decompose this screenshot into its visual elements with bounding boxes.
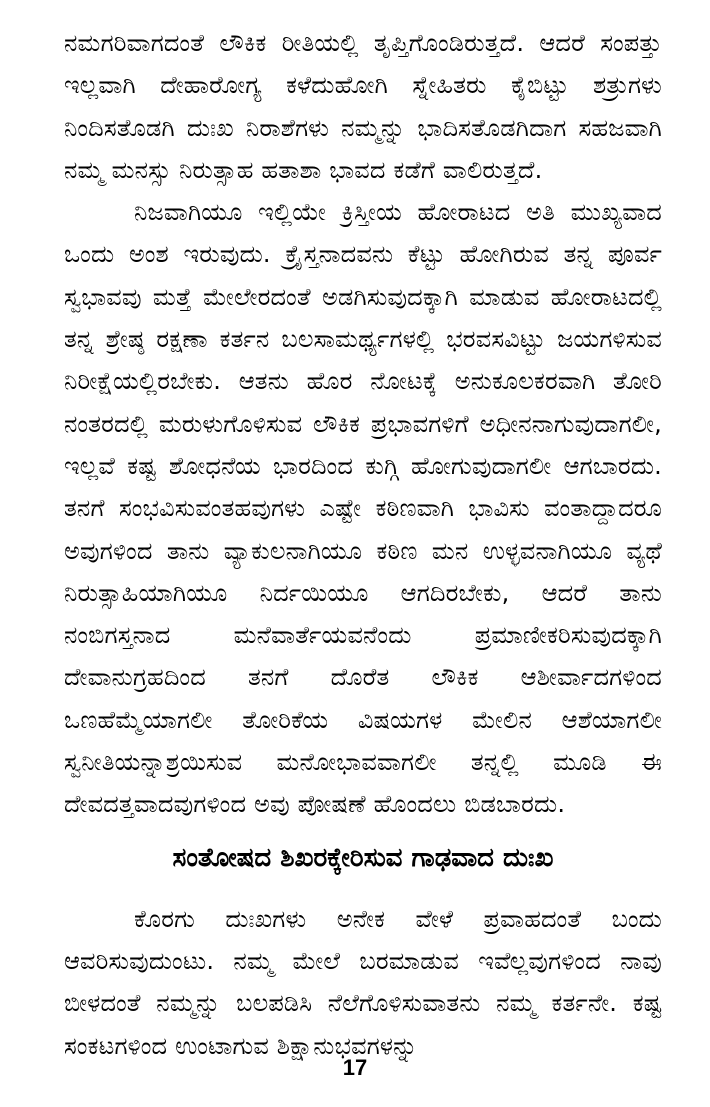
paragraph-3: ಕೊರಗು ದುಃಖಗಳು ಅನೇಕ ವೇಳೆ ಪ್ರವಾಹದಂತೆ ಬಂದು ಆವರಿಸುವುದುಂಟು. ನಮ್ಮ ಮೇಲೆ ಬರಮಾಡುವ ಇವೆಲ್ಲವುಗಳಿಂದ ನಾವು ಬೀಳದಂತೆ ನಮ್ಮನ್ನು ಬಲಪಡಿಸಿ ನೆಲೆಗೊಳಿಸುವಾತನು ನಮ್ಮ ಕರ್ತನೇ. ಕಷ್ಟ ಸಂಕಟಗಳಿಂದ ಉಂಟಾಗುವ ಶಿಕ್ಷಾನುಭವಗಳನ್ನು	[64, 904, 662, 1060]
page-body	[64, 22, 662, 1067]
paragraph-1: ನಮಗರಿವಾಗದಂತೆ ಲೌಕಿಕ ರೀತಿಯಲ್ಲಿ ತೃಪ್ತಿಗೊಂಡಿರುತ್ತದೆ. ಆದರೆ ಸಂಪತ್ತು ಇಲ್ಲವಾಗಿ ದೇಹಾರೋಗ್ಯ ಕಳೆದುಹೋಗಿ ಸ್ನೇಹಿತರು ಕೈಬಿಟ್ಟು ಶತ್ರುಗಳು ನಿಂದಿಸತೊಡಗಿ ದುಃಖ ನಿರಾಶೆಗಳು ನಮ್ಮನ್ನು ಭಾದಿಸತೊಡಗಿದಾಗ ಸಹಜವಾಗಿ ನಮ್ಮ ಮನಸ್ಸು ನಿರುತ್ಸಾಹ ಹತಾಶಾ ಭಾವದ ಕಡೆಗೆ ವಾಲಿರುತ್ತದೆ.	[64, 29, 662, 184]
page-number: 17	[342, 1055, 368, 1080]
paragraph-2: ನಿಜವಾಗಿಯೂ ಇಲ್ಲಿಯೇ ಕ್ರಿಸ್ತೀಯ ಹೋರಾಟದ ಅತಿ ಮುಖ್ಯವಾದ ಒಂದು ಅಂಶ ಇರುವುದು. ಕ್ರೈಸ್ತನಾದವನು ಕೆಟ್ಟು ಹೋಗಿರುವ ತನ್ನ ಪೂರ್ವ ಸ್ವಭಾವವು ಮತ್ತೆ ಮೇಲೇರದಂತೆ ಅಡಗಿಸುವುದಕ್ಕಾಗಿ ಮಾಡುವ ಹೋರಾಟದಲ್ಲಿ ತನ್ನ ಶ್ರೇಷ್ಠ ರಕ್ಷಣಾ ಕರ್ತನ ಬಲಸಾಮರ್ಥ್ಯಗಳಲ್ಲಿ ಭರವಸವಿಟ್ಟು ಜಯಗಳಿಸುವ ನಿರೀಕ್ಷೆಯಲ್ಲಿರಬೇಕು. ಆತನು ಹೊರ ನೋಟಕ್ಕೆ ಅನುಕೂಲಕರವಾಗಿ ತೋರಿ ನಂತರದಲ್ಲಿ ಮರುಳುಗೊಳಿಸುವ ಲೌಕಿಕ ಪ್ರಭಾವಗಳಿಗೆ ಅಧೀನನಾಗುವುದಾಗಲೀ, ಇಲ್ಲವೆ ಕಷ್ಟ ಶೋಧನೆಯ ಭಾರದಿಂದ ಕುಗ್ಗಿ ಹೋಗುವುದಾಗಲೀ ಆಗಬಾರದು. ತನಗೆ ಸಂಭವಿಸುವಂತಹವುಗಳು ಎಷ್ಟೇ ಕಠಿಣವಾಗಿ ಭಾವಿಸು ವಂತಾದ್ದಾದರೂ ಅವುಗಳಿಂದ ತಾನು ವ್ಯಾಕುಲನಾಗಿಯೂ ಕಠಿಣ ಮನ ಉಳ್ಳವನಾಗಿಯೂ ವ್ಯಥೆ ನಿರುತ್ಸಾಹಿಯಾಗಿಯೂ ನಿರ್ದಯಿಯೂ ಆಗದಿರಬೇಕು, ಆದರೆ ತಾನು ನಂಬಿಗಸ್ತನಾದ ಮನೆವಾರ್ತೆಯವನೆಂದು ಪ್ರಮಾಣೀಕರಿಸುವುದಕ್ಕಾಗಿ ದೇವಾನುಗ್ರಹದಿಂದ ತನಗೆ ದೊರೆತ ಲೌಕಿಕ ಆಶೀರ್ವಾದಗಳಿಂದ ಒಣಹೆಮ್ಮೆಯಾಗಲೀ ತೋರಿಕೆಯ ವಿಷಯಗಳ ಮೇಲಿನ ಆಶೆಯಾಗಲೀ ಸ್ವನೀತಿಯನ್ನಾಶ್ರಯಿಸುವ ಮನೋಭಾವವಾಗಲೀ ತನ್ನಲ್ಲಿ ಮೂಡಿ ಈ ದೇವದತ್ತವಾದವುಗಳಿಂದ ಅವು ಪೋಷಣೆ ಹೊಂದಲು ಬಿಡಬಾರದು.	[64, 198, 662, 819]
section-heading: ಸಂತೋಷದ ಶಿಖರಕ್ಕೇರಿಸುವ ಗಾಢವಾದ ದುಃಖ	[172, 842, 554, 873]
